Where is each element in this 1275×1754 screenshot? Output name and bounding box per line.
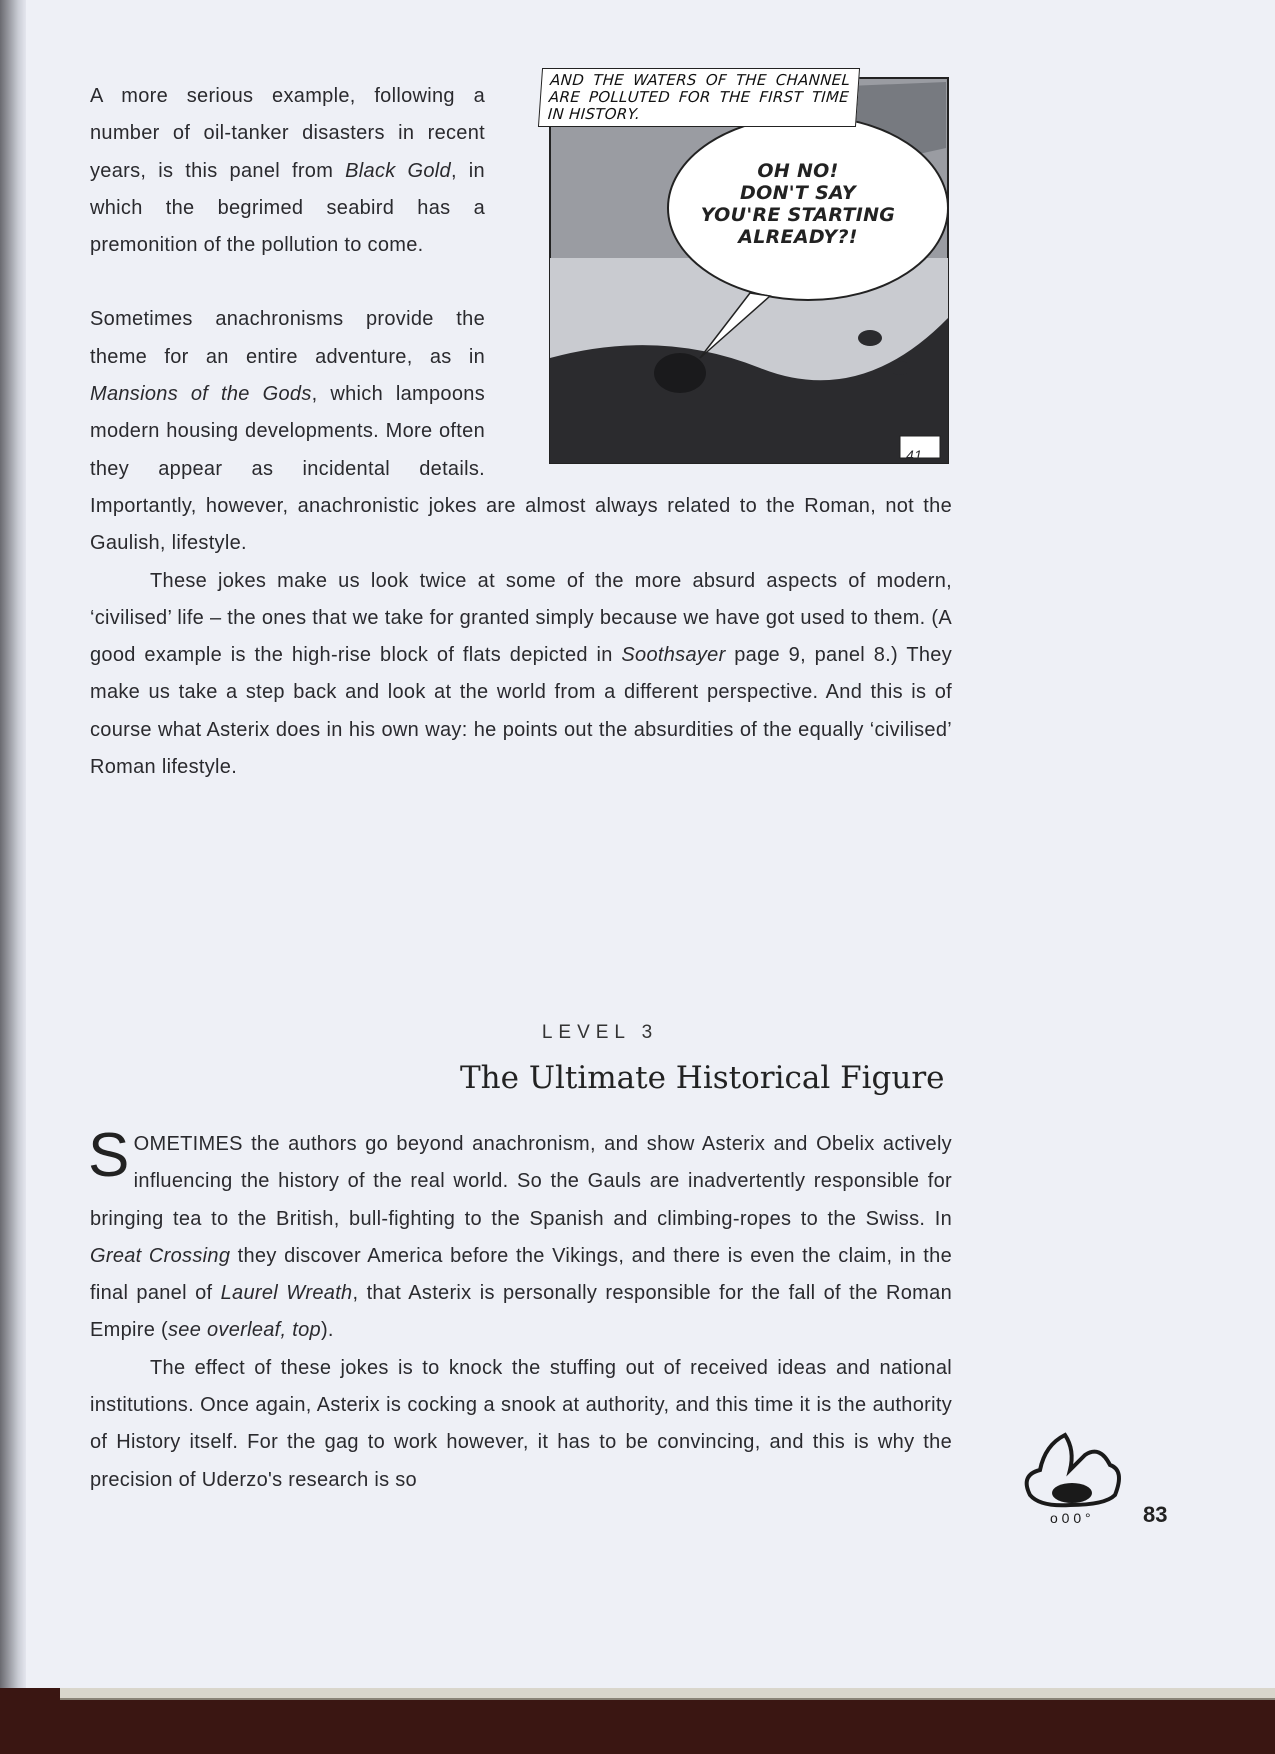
section-level: LEVEL 3: [541, 1022, 659, 1043]
svg-text:o 0 0 °: o 0 0 °: [1050, 1510, 1091, 1525]
speech-bubble: [658, 160, 938, 248]
comic-caption: AND THE WATERS OF THE CHANNEL ARE POLLUTED FOR THE FIRST TIME IN HISTORY.: [538, 68, 860, 127]
book-spine: [0, 0, 26, 1754]
speech-line: DON'T SAY: [740, 182, 856, 204]
comic-signature: 41: [906, 447, 923, 463]
drop-cap: S: [88, 1121, 130, 1190]
paragraph: The effect of these jokes is to knock the stuffing out of received ideas and national institutions. Once again, Asterix is cocking a snook at authority, and this time it is the authority of History itself. For the gag to work however, it has to be convincing, and this is why the precision of Uderzo's research is so: [90, 1356, 952, 1491]
paragraph: A more serious example, following a number of oil-tanker disasters in recent years, is this panel from Black Gold, in which the begrimed seabird has a premonition of the pollution to come.: [90, 85, 485, 257]
paragraph: SOMETIMES the authors go beyond anachronism, and show Asterix and Obelix actively influencing the history of the real world. So the Gauls are inadvertently responsible for bringing tea to the British, bull-fighting to the Spanish and climbing-ropes to the Swiss. In Great Crossing they discover America before the Vikings, and there is even the claim, in the final panel of Laurel Wreath, that Asterix is personally responsible for the fall of the Roman Empire (see overleaf, top).: [88, 1121, 952, 1342]
paragraph: These jokes make us look twice at some of the more absurd aspects of modern, ‘civilised’ life – the ones that we take for granted simply because we have got used to them. (A good example is the high-rise block of flats depicted in Soothsayer page 9, panel 8.) They make us take a step back and look at the world from a different perspective. And this is of course what Asterix does in his own way: he points out the absurdities of the equally ‘civilised’ Roman lifestyle.: [90, 569, 952, 779]
paragraph: Sometimes anachronisms provide the theme for an entire adventure, as in Mansions of the Gods, which lampoons modern housing developments. More often they appear as incidental details. Importantly, however, anachronistic jokes are almost always related to the Roman, not the Gaulish, lifestyle.: [90, 308, 952, 555]
speech-line: YOU'RE STARTING: [700, 204, 896, 226]
body-text-top: [90, 71, 952, 786]
page-number: 83: [1143, 1502, 1168, 1527]
speech-line: OH NO!: [757, 160, 839, 182]
body-text-bottom: [88, 1121, 952, 1499]
comic-panel: [540, 68, 952, 468]
comic-panel-art: [540, 68, 952, 468]
asterix-vignette-icon: [1010, 1415, 1130, 1525]
section-title: The Ultimate Historical Figure: [460, 1060, 945, 1096]
speech-line: ALREADY?!: [738, 226, 858, 248]
book-cover-edge: [0, 1688, 1275, 1754]
